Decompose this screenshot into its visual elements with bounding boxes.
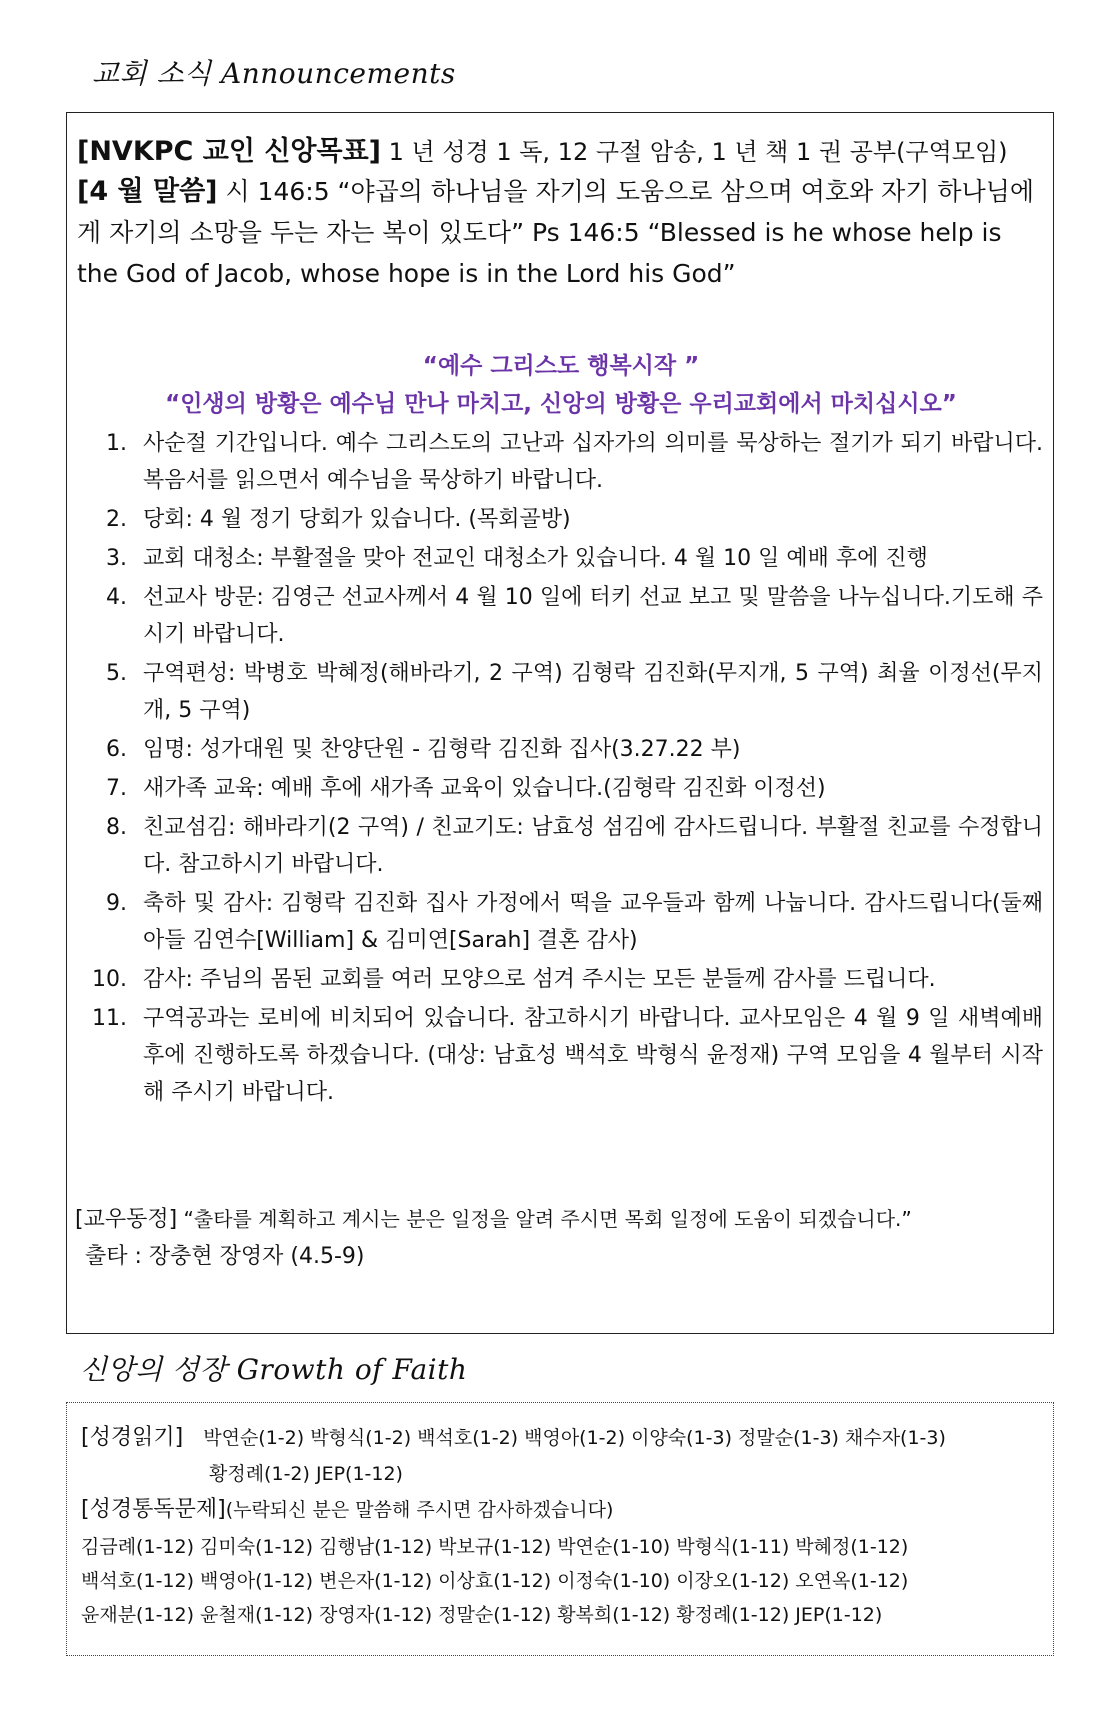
quiz-label: [성경통독문제] [81, 1497, 226, 1522]
member-news [75, 1201, 1045, 1238]
quiz-names-1: 김금례(1-12) 김미숙(1-12) 김행남(1-12) 박보규(1-12) 박연순(1-10) 박형식(1-11) 박혜정(1-12) [81, 1536, 909, 1558]
item-text: 당회: 4 월 정기 당회가 있습니다. (목회골방) [143, 507, 571, 532]
list-item [83, 731, 1043, 768]
title-ko: 교회 소식 [92, 57, 212, 90]
quiz-names-2: 백석호(1-12) 백영아(1-12) 변은자(1-12) 이상효(1-12) 이정숙(1-10) 이장오(1-12) 오연옥(1-12) [81, 1570, 909, 1592]
item-number: 5. [106, 661, 127, 686]
item-text: 축하 및 감사: 김형락 김진화 집사 가정에서 떡을 교우들과 함께 나눕니다. 감사드립니다(둘째 아들 김연수[William] & 김미연[Sarah] 결혼 감사) [143, 891, 1043, 953]
reading-row-1 [81, 1421, 946, 1455]
list-item [83, 885, 1043, 959]
list-item [83, 579, 1043, 653]
list-item [83, 501, 1043, 538]
item-number: 7. [106, 776, 127, 801]
reading-names-1: 박연순(1-2) 박형식(1-2) 백석호(1-2) 백영아(1-2) 이양숙(1-3) 정말순(1-3) 채수자(1-3) [203, 1427, 946, 1449]
growth-title-en: Growth of Faith [236, 1353, 468, 1386]
theme-line-2: “인생의 방황은 예수님 만나 마치고, 신앙의 방황은 우리교회에서 마치십시오” [165, 391, 957, 417]
item-number: 1. [106, 431, 127, 456]
item-number: 11. [92, 1006, 127, 1031]
title-en: Announcements [221, 57, 456, 90]
announcements-title [92, 52, 456, 92]
item-number: 9. [106, 891, 127, 916]
list-item [83, 540, 1043, 577]
reading-names-2: 황정례(1-2) JEP(1-12) [209, 1463, 403, 1485]
list-item [83, 1000, 1043, 1111]
item-number: 8. [106, 815, 127, 840]
faith-goal [77, 131, 1047, 173]
announcements-box [66, 112, 1054, 1334]
item-number: 6. [106, 737, 127, 762]
theme-line-1: “예수 그리스도 행복시작 ” [422, 353, 700, 379]
item-number: 10. [92, 967, 127, 992]
item-text: 구역공과는 로비에 비치되어 있습니다. 참고하시기 바랍니다. 교사모임은 4 월 9 일 새벽예배 후에 진행하도록 하겠습니다. (대상: 남효성 백석호 박형식 윤정재) 구역 모임을 4 월부터 시작해 주시기 바랍니다. [143, 1006, 1043, 1105]
list-item [83, 809, 1043, 883]
item-number: 4. [106, 585, 127, 610]
monthly-verse [77, 171, 1047, 294]
item-text: 친교섬김: 해바라기(2 구역) / 친교기도: 남효성 섬김에 감사드립니다. 부활절 친교를 수정합니다. 참고하시기 바랍니다. [143, 815, 1043, 877]
reading-label: [성경읽기] [81, 1425, 184, 1450]
item-text: 선교사 방문: 김영근 선교사께서 4 월 10 일에 터키 선교 보고 및 말씀을 나누십니다.기도해 주시기 바랍니다. [143, 585, 1043, 647]
member-news-label: [교우동정] [75, 1207, 178, 1232]
quiz-names-3: 윤재분(1-12) 윤철재(1-12) 장영자(1-12) 정말순(1-12) 황복희(1-12) 황정례(1-12) JEP(1-12) [81, 1604, 883, 1626]
item-text: 교회 대청소: 부활절을 맞아 전교인 대청소가 있습니다. 4 월 10 일 예배 후에 진행 [143, 546, 928, 571]
item-text: 사순절 기간입니다. 예수 그리스도의 고난과 십자가의 의미를 묵상하는 절기가 되기 바랍니다. 복음서를 읽으면서 예수님을 묵상하기 바랍니다. [143, 431, 1043, 493]
announcement-list [83, 425, 1043, 1113]
faith-goal-text: 1 년 성경 1 독, 12 구절 암송, 1 년 책 1 권 공부(구역모임) [381, 138, 1008, 166]
monthly-verse-label: [4 월 말씀] [77, 176, 218, 207]
item-number: 2. [106, 507, 127, 532]
item-text: 임명: 성가대원 및 찬양단원 - 김형락 김진화 집사(3.27.22 부) [143, 737, 741, 762]
growth-box [66, 1402, 1054, 1656]
monthly-verse-text: 시 146:5 “야곱의 하나님을 자기의 도움으로 삼으며 여호와 자기 하나님에게 자기의 소망을 두는 자는 복이 있도다” Ps 146:5 “Blessed is he whose help is the God of Jacob, whose hope is in the Lord his God” [77, 177, 1035, 288]
list-item [83, 425, 1043, 499]
member-news-travel: 출타 : 장충현 장영자 (4.5-9) [85, 1244, 365, 1269]
list-item [83, 770, 1043, 807]
faith-goal-label: [NVKPC 교인 신앙목표] [77, 136, 381, 167]
quiz-row [81, 1493, 613, 1527]
growth-title-ko: 신앙의 성장 [80, 1353, 228, 1386]
growth-title [80, 1348, 467, 1388]
quiz-note: (누락되신 분은 말씀해 주시면 감사하겠습니다) [225, 1499, 614, 1521]
list-item [83, 655, 1043, 729]
item-text: 새가족 교육: 예배 후에 새가족 교육이 있습니다.(김형락 김진화 이정선) [143, 776, 826, 801]
item-text: 감사: 주님의 몸된 교회를 여러 모양으로 섬겨 주시는 모든 분들께 감사를 드립니다. [143, 967, 936, 992]
item-text: 구역편성: 박병호 박혜정(해바라기, 2 구역) 김형락 김진화(무지개, 5 구역) 최율 이정선(무지개, 5 구역) [143, 661, 1043, 723]
list-item [83, 961, 1043, 998]
member-news-text: “출타를 계획하고 계시는 분은 일정을 알려 주시면 목회 일정에 도움이 되겠습니다.” [177, 1207, 912, 1231]
item-number: 3. [106, 546, 127, 571]
